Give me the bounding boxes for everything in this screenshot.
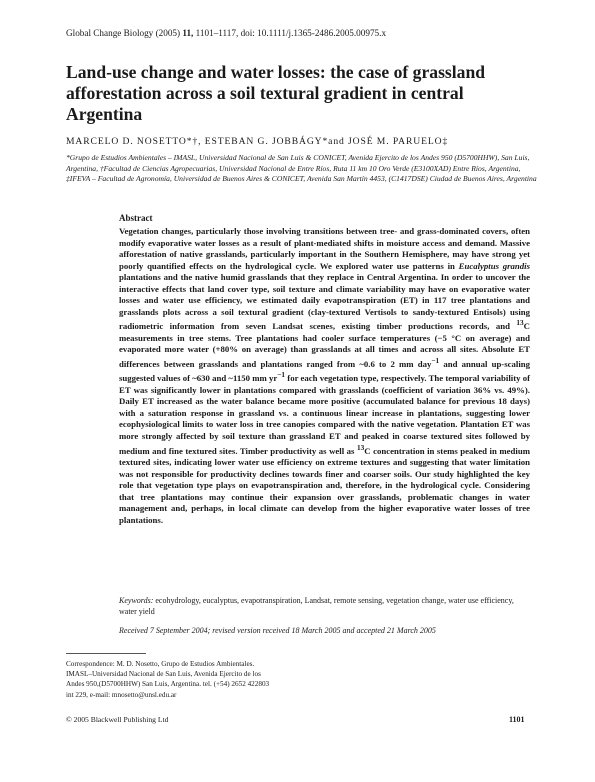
species-name: Eucalyptus grandis	[458, 260, 530, 271]
journal-name: Global Change Biology (2005)	[66, 28, 181, 38]
journal-citation: 1101–1117, doi: 10.1111/j.1365-2486.2005.00975.x	[195, 28, 387, 38]
isotope-superscript: 13	[516, 319, 524, 328]
abstract-part: C measurements in tree stems. Tree plantations had cooler surface temperatures (−5 °C on average) and evaporated more water (+80% on average) than grasslands at all times and across all sites. Absolute ET differences between grasslands and plantations ranged from ~0.6 to 2 mm day	[119, 321, 530, 369]
received-dates: Received 7 September 2004; revised version received 18 March 2005 and accepted 21 March 2005	[119, 626, 436, 635]
keywords-label: Keywords:	[119, 596, 154, 605]
copyright-notice: © 2005 Blackwell Publishing Ltd	[66, 715, 169, 724]
abstract-part: and annual up-scaling suggested values of ~630 and ~1150 mm yr	[119, 358, 530, 384]
author-list: MARCELO D. NOSETTO*†, ESTEBAN G. JOBBÁGY*and JOSÉ M. PARUELO‡	[66, 136, 449, 147]
correspondence-line: int 229, e-mail: mnosetto@unsl.edu.ar	[66, 690, 177, 699]
keywords-text: ecohydrology, eucalyptus, evapotranspiration, Landsat, remote sensing, vegetation change, water use efficiency, water yield	[119, 596, 514, 616]
isotope-superscript: 13	[356, 443, 365, 452]
footnote-divider	[66, 653, 146, 654]
abstract-part: plantations and the native humid grasslands that they replace in Central Argentina. In order to uncover the interactive effects that land cover type, soil texture and climate variability may have on evaporative water losses and water use efficiency, we estimated daily evapotranspiration (ET) in 117 tree plantations and grasslands plots across a soil textural gradient (clay-textured Vertisols to sandy-textured Entisols) using radiometric information from seven Landsat scenes, existing timber productions records, and	[119, 272, 530, 332]
abstract-heading: Abstract	[119, 213, 153, 223]
keywords	[119, 595, 530, 617]
correspondence-line: IMASL–Universidad Nacional de San Luis, Avenida Ejercito de los	[66, 670, 261, 679]
abstract-part: for each vegetation type, respectively. The temporal variability of ET was significantly lower in plantations compared with grasslands (coefficient of variation 36% vs. 49%). Daily ET increased as the water balance became more positive (accumulated balance for previous 18 days) with a saturation response in grassland vs. a continuous linear increase in plantations, suggesting lower ecophysiological limits to water loss in tree canopies compared with the native vegetation. Plantation ET was more strongly affected by soil texture than grassland ET and peaked in coarse textured sites followed by medium and fine textured sites. Timber productivity as well as	[119, 373, 530, 456]
abstract-text	[119, 226, 530, 526]
article-title: Land-use change and water losses: the case of grassland afforestation across a soil textural gradient in central Argentina	[66, 62, 486, 124]
journal-volume: 11,	[182, 28, 194, 38]
abstract-part: Vegetation changes, particularly those involving transitions between tree- and grass-dominated covers, often modify evaporative water losses as a result of plant-mediated shifts in moisture access and demand. Massive afforestation of native grasslands, particularly important in the Southern Hemisphere, may have strong yet poorly quantified effects on the hydrological cycle. We explored water use patterns in	[119, 226, 530, 271]
unit-superscript: −1	[431, 356, 440, 365]
page-number: 1101	[509, 715, 525, 724]
unit-superscript: −1	[277, 371, 286, 380]
abstract-part: C concentration in stems peaked in medium textured sites, indicating lower water use efficiency on extreme textures and suggesting that water limitation was not responsible for productivity declines towards finer and coarser soils. Our study highlighted the key role that vegetation type plays on evapotranspiration and, therefore, in the hydrological cycle. Considering that tree plantations may continue their expansion over grasslands, problematic changes in water management and, perhaps, in local climate can develop from the higher evaporative water losses of tree plantations.	[119, 445, 530, 525]
correspondence-line: Correspondence: M. D. Nosetto, Grupo de Estudios Ambientales.	[66, 660, 255, 668]
correspondence-note	[66, 659, 306, 700]
running-head	[66, 28, 386, 38]
affiliations: *Grupo de Estudios Ambientales – IMASL, Universidad Nacional de San Luis & CONICET, Avenida Ejercito de los Andes 950 (D5700HHW), San Luis, Argentina, †Facultad de Ciencias Agropecuarias, Universidad Nacional de Entre Ríos, Ruta 11 km 10 Oro Verde (E3100XAD) Entre Ríos, Argentina, ‡IFEVA – Facultad de Agronomía, Universidad de Buenos Aires & CONICET, Avenida San Martín 4453, (C1417DSE) Ciudad de Buenos Aires, Argentina	[66, 153, 537, 184]
correspondence-line: Andes 950,(D5700HHW) San Luis, Argentina. tel. (+54) 2652 422803	[66, 680, 270, 689]
